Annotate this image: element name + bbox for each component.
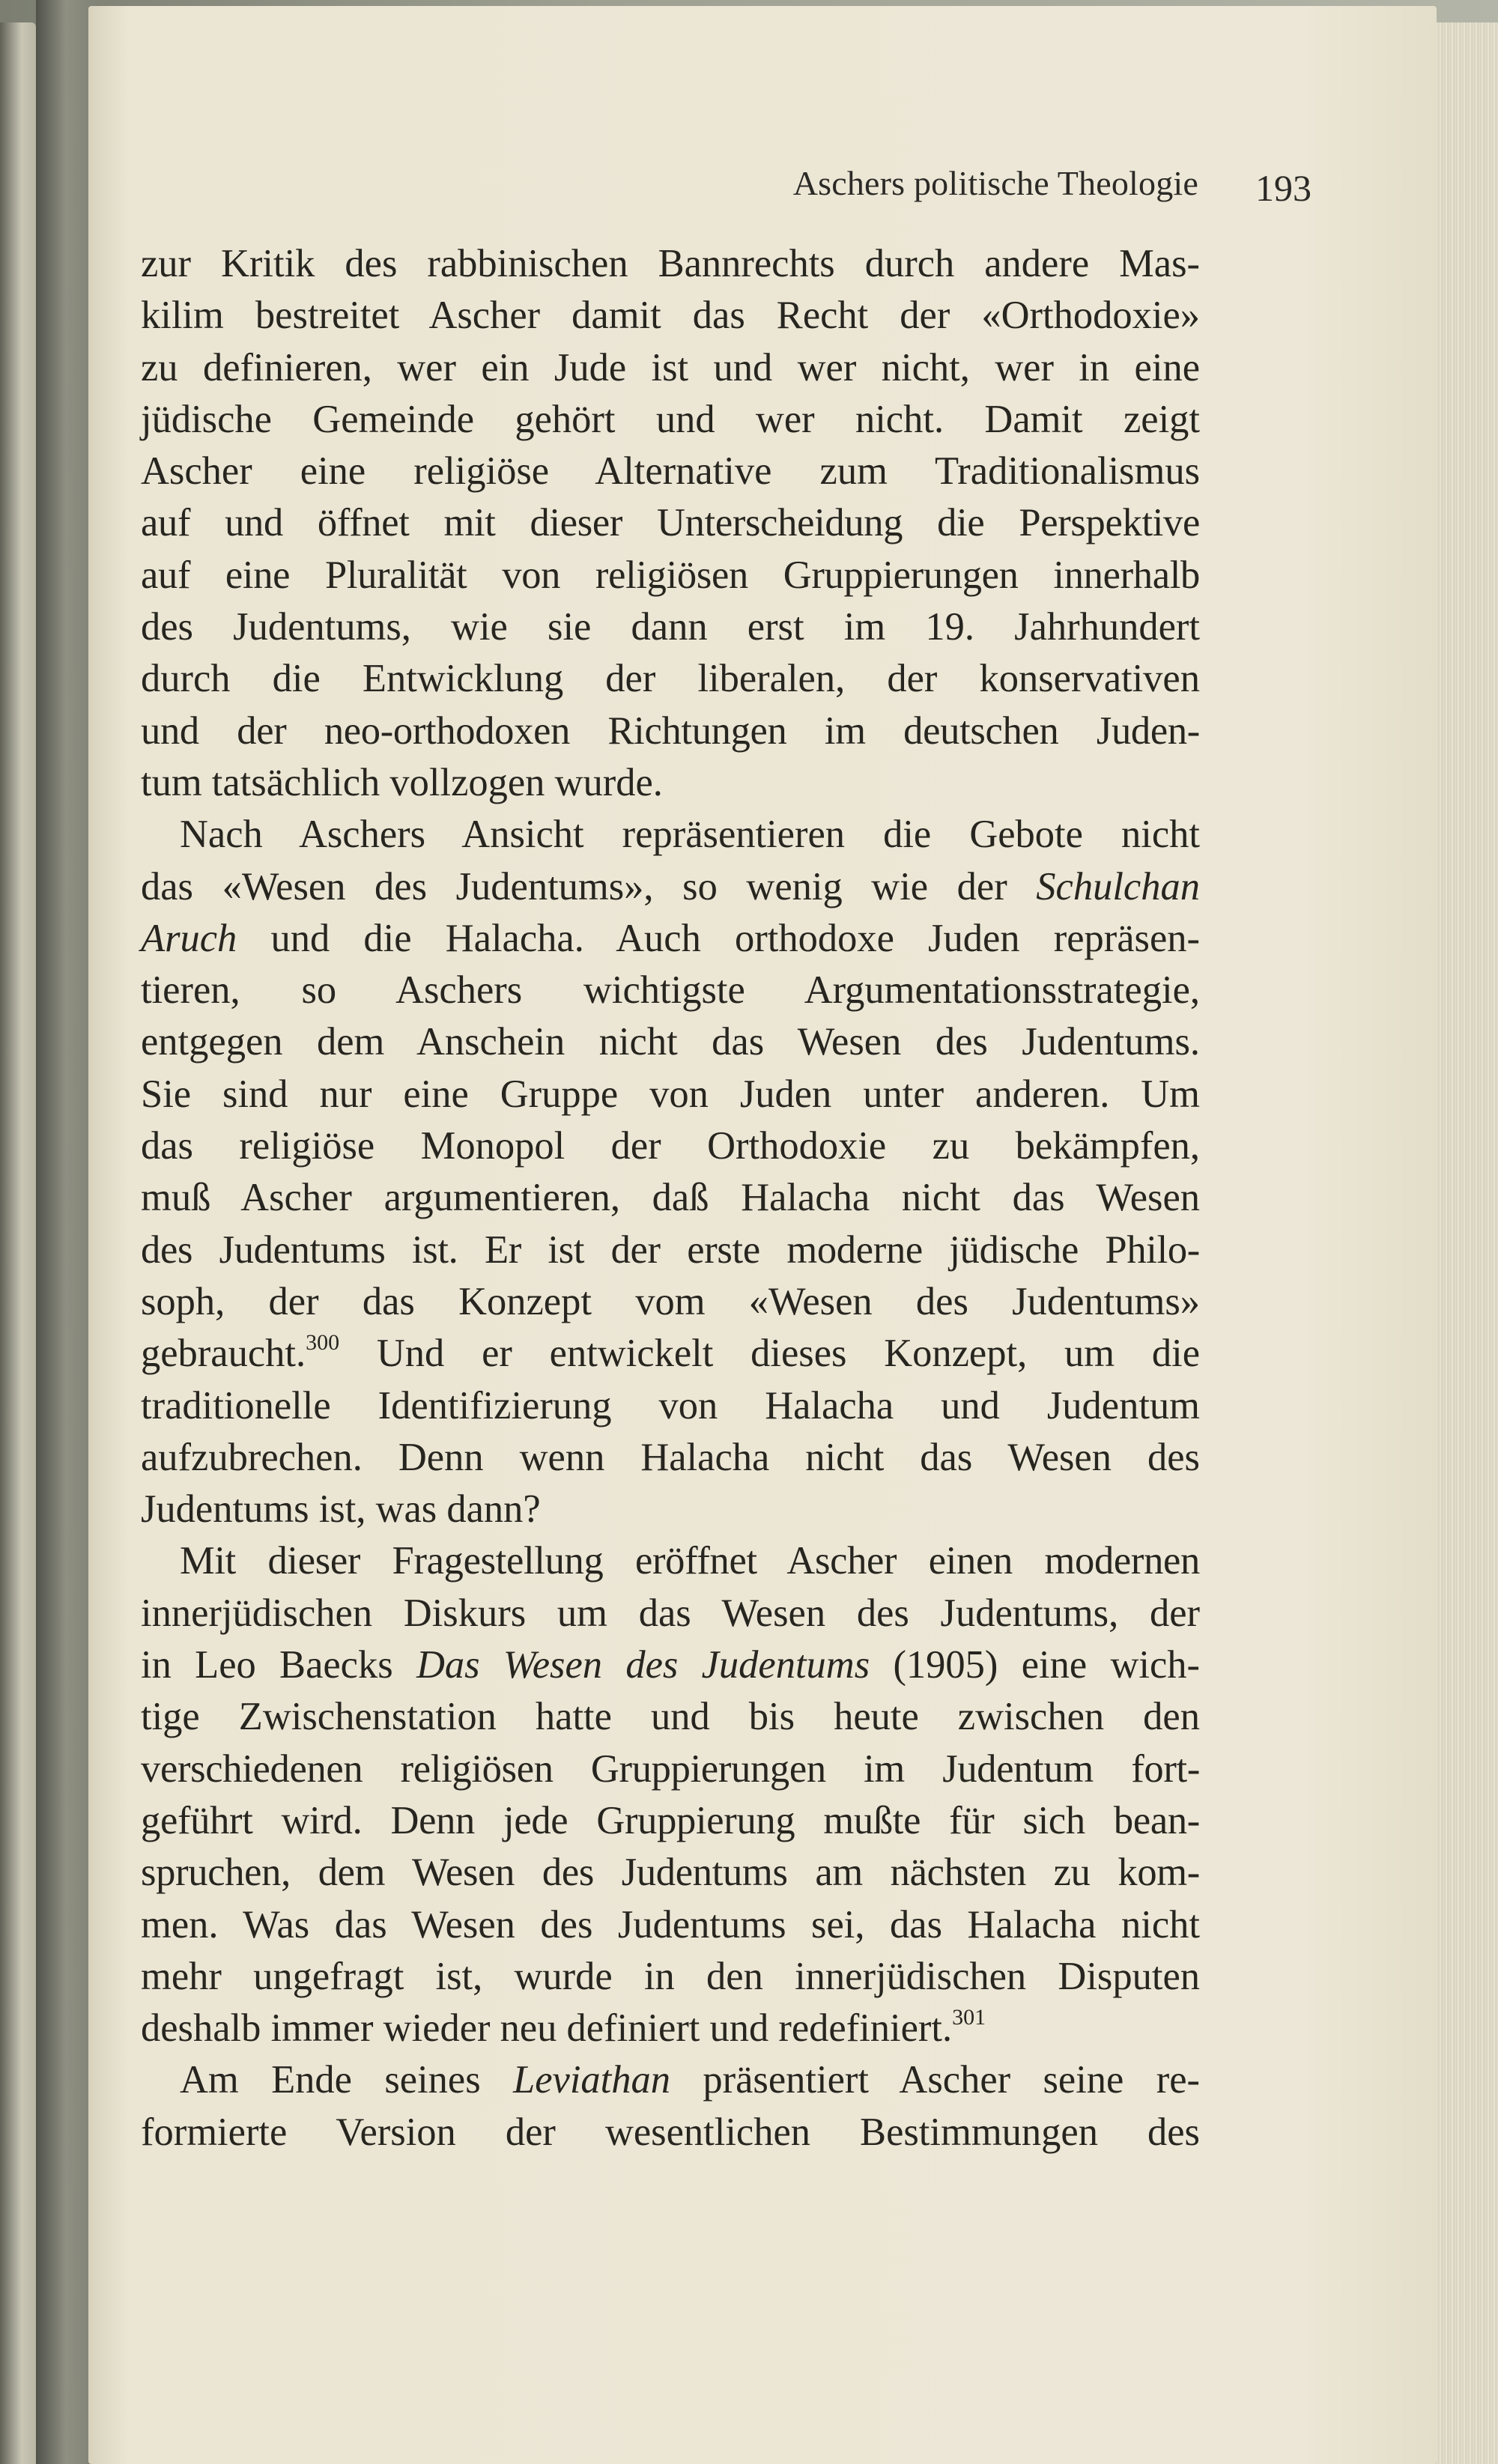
text-line: tieren, so Aschers wichtigste Argumentationsstrategie,: [141, 968, 1200, 1013]
text-line: Aruch und die Halacha. Auch orthodoxe Juden repräsen-: [141, 916, 1200, 960]
text-line: zur Kritik des rabbinischen Bannrechts durch andere Mas-: [141, 242, 1200, 285]
text-line: und der neo-orthodoxen Richtungen im deutschen Juden-: [141, 708, 1200, 753]
text-line: verschiedenen religiösen Gruppierungen im Judentum fort-: [141, 1747, 1200, 1791]
text-line: Sie sind nur eine Gruppe von Juden unter anderen. Um: [141, 1072, 1200, 1116]
footnote-marker[interactable]: 301: [952, 2005, 986, 2030]
text-line: das «Wesen des Judentums», so wenig wie der Schulchan: [141, 864, 1200, 908]
text-line: des Judentums, wie sie dann erst im 19. Jahrhundert: [141, 605, 1200, 649]
book-title-italic: Schulchan: [1036, 864, 1200, 908]
text-line: Judentums ist, was dann?: [141, 1487, 541, 1532]
text-line: spruchen, dem Wesen des Judentums am nächsten zu kom-: [141, 1851, 1200, 1895]
text-line: kilim bestreitet Ascher damit das Recht der «Orthodoxie»: [141, 294, 1200, 338]
footnote-marker[interactable]: 300: [306, 1330, 340, 1356]
text-line: Nach Aschers Ansicht repräsentieren die Gebote nicht: [180, 813, 1200, 857]
text-line: in Leo Baecks Das Wesen des Judentums (1905) eine wich-: [141, 1643, 1200, 1687]
body-text: [141, 238, 1200, 2158]
text-line: des Judentums ist. Er ist der erste moderne jüdische Philo-: [141, 1228, 1200, 1272]
text-line: gebraucht.$^{300}$ Und er entwickelt dieses Konzept, um die: [141, 1330, 1200, 1376]
previous-page-edge: [0, 22, 36, 2464]
text-line: tum tatsächlich vollzogen wurde.: [141, 760, 663, 804]
text-line: auf eine Pluralität von religiösen Gruppierungen innerhalb: [141, 553, 1200, 597]
text-line: auf und öffnet mit dieser Unterscheidung die Perspektive: [141, 501, 1200, 545]
running-header: Aschers politische Theologie: [792, 164, 1198, 202]
text-line: traditionelle Identifizierung von Halacha und Judentum: [141, 1383, 1200, 1427]
text-line: muß Ascher argumentieren, daß Halacha nicht das Wesen: [141, 1176, 1200, 1220]
text-line: durch die Entwicklung der liberalen, der konservativen: [141, 657, 1200, 701]
text-line: soph, der das Konzept vom «Wesen des Judentums»: [141, 1279, 1200, 1323]
page-stack-edges: [1431, 22, 1498, 2464]
text-line: Mit dieser Fragestellung eröffnet Ascher einen modernen: [180, 1539, 1200, 1583]
text-line: Ascher eine religiöse Alternative zum Traditionalismus: [141, 449, 1200, 494]
text-line: das religiöse Monopol der Orthodoxie zu bekämpfen,: [141, 1124, 1200, 1168]
text-line: mehr ungefragt ist, wurde in den innerjüdischen Disputen: [141, 1954, 1200, 1998]
text-line: geführt wird. Denn jede Gruppierung mußte für sich bean-: [141, 1798, 1200, 1842]
text-line: men. Was das Wesen des Judentums sei, das Halacha nicht: [141, 1902, 1200, 1946]
text-line: formierte Version der wesentlichen Bestimmungen des: [141, 2110, 1200, 2154]
book-gutter: [36, 0, 96, 2464]
book-title-italic: Das Wesen des Judentums: [416, 1643, 870, 1687]
book-title-italic: Aruch: [141, 916, 237, 960]
book-title-italic: Leviathan: [513, 2058, 671, 2102]
text-line: entgegen dem Anschein nicht das Wesen des Judentums.: [141, 1020, 1200, 1064]
text-line: innerjüdischen Diskurs um das Wesen des Judentums, der: [141, 1591, 1200, 1635]
text-line: tige Zwischenstation hatte und bis heute zwischen den: [141, 1695, 1200, 1739]
text-line: jüdische Gemeinde gehört und wer nicht. Damit zeigt: [141, 397, 1200, 441]
text-line: deshalb immer wieder neu definiert und redefiniert.$^{301}$: [141, 2005, 986, 2051]
page-number: 193: [1255, 167, 1311, 209]
text-line: Am Ende seines Leviathan präsentiert Ascher seine re-: [180, 2058, 1200, 2102]
text-line: zu definieren, wer ein Jude ist und wer nicht, wer in eine: [141, 345, 1200, 389]
text-line: aufzubrechen. Denn wenn Halacha nicht das Wesen des: [141, 1435, 1200, 1479]
